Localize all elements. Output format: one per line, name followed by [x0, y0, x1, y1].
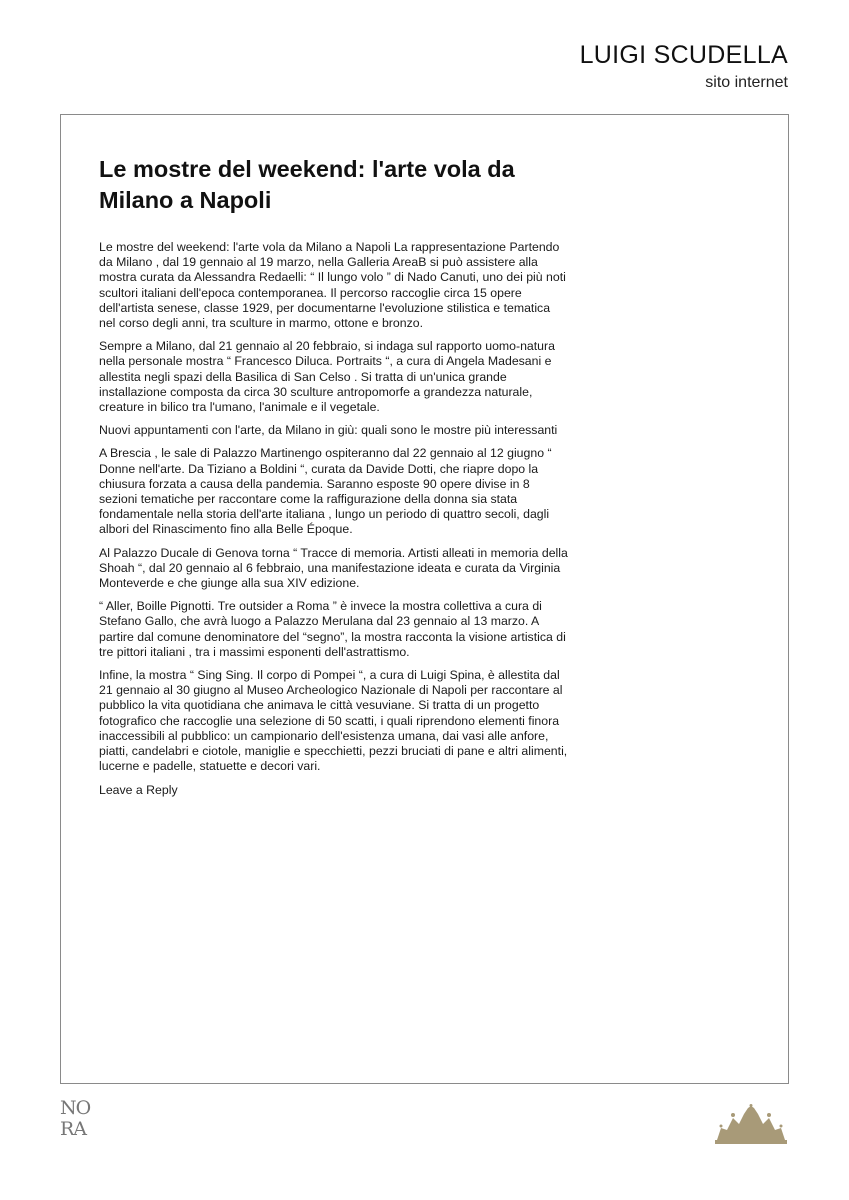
- article-paragraph: Nuovi appuntamenti con l'arte, da Milano in giù: quali sono le mostre più interessanti: [99, 423, 558, 438]
- article-paragraph: “ Aller, Boille Pignotti. Tre outsider a Roma ” è invece la mostra collettiva a cura di Stefano Gallo, che avrà luogo a Palazzo Merulana dal 23 gennaio al 13 marzo. A partire dal comune denominatore del “segno”, la mostra racconta la visione artistica di tre pittori italiani , tra i massimi esponenti dell'astrattismo.: [99, 599, 566, 659]
- article-paragraph: Al Palazzo Ducale di Genova torna “ Tracce di memoria. Artisti alleati in memoria della Shoah “, dal 20 gennaio al 6 febbraio, una manifestazione ideata e curata da Virginia Monteverde e che giunge alla sua XIV edizione.: [99, 545, 568, 591]
- brand-subtitle: sito internet: [705, 74, 788, 91]
- article-paragraph: Le mostre del weekend: l'arte vola da Milano a Napoli La rappresentazione Partendo da Milano , dal 19 gennaio al 19 marzo, nella Galleria AreaB si può assistere alla mostra curata da Alessandra Redaelli: “ Il lungo volo ” di Nado Canuti, uno dei più noti scultori italiani dell'epoca contemporanea. Il percorso raccoglie circa 15 opere dell'artista senese, classe 1929, per documentarne l'evoluzione stilistica e tematica nel corso degli anni, tra sculture in marmo, ottone e bronzo.: [99, 240, 566, 331]
- article-title: Le mostre del weekend: l'arte vola da Milano a Napoli: [99, 156, 515, 213]
- brand-header: [580, 40, 788, 92]
- article: [99, 154, 569, 798]
- article-paragraph: A Brescia , le sale di Palazzo Martinengo ospiteranno dal 22 gennaio al 12 giugno “ Donne nell'arte. Da Tiziano a Boldini “, curata da Davide Dotti, che riapre dopo la chiusura forzata a causa della pandemia. Saranno esposte 90 opere divise in 8 sezioni tematiche per raccontare come la raffigurazione della donna sia stata fondamentale nella storia dell'arte italiana , lungo un periodo di quattro secoli, dagli albori del Rinascimento fino alla Belle Époque.: [99, 446, 552, 537]
- nora-logo-line-2: RA: [60, 1118, 87, 1140]
- leave-reply-link[interactable]: Leave a Reply: [99, 782, 178, 797]
- crown-icon: [713, 1104, 789, 1144]
- nora-logo: [60, 1098, 102, 1144]
- brand-name: LUIGI SCUDELLA: [579, 41, 788, 69]
- nora-logo-line-1: NO: [60, 1097, 91, 1119]
- article-paragraph: Sempre a Milano, dal 21 gennaio al 20 febbraio, si indaga sul rapporto uomo-natura nella personale mostra “ Francesco Diluca. Portraits “, a cura di Angela Madesani e allestita negli spazi della Basilica di San Celso . Si tratta di un'unica grande installazione composta da circa 30 sculture antropomorfe a grandezza naturale, creature in bilico tra l'umano, l'animale e il vegetale.: [99, 339, 555, 415]
- article-paragraph: Infine, la mostra “ Sing Sing. Il corpo di Pompei “, a cura di Luigi Spina, è allestita dal 21 gennaio al 30 giugno al Museo Archeologico Nazionale di Napoli per raccontare al pubblico la vita quotidiana che animava le città vesuviane. Si tratta di un progetto fotografico che raccoglie una selezione di 50 scatti, i quali riprendono elementi finora inaccessibili al pubblico: un campionario dell'esistenza umana, dai vasi alle anfore, piatti, candelabri e ciotole, maniglie e specchietti, pezzi bruciati di pane e altri alimenti, lucerne e padelle, statuette e decori vari.: [99, 668, 568, 774]
